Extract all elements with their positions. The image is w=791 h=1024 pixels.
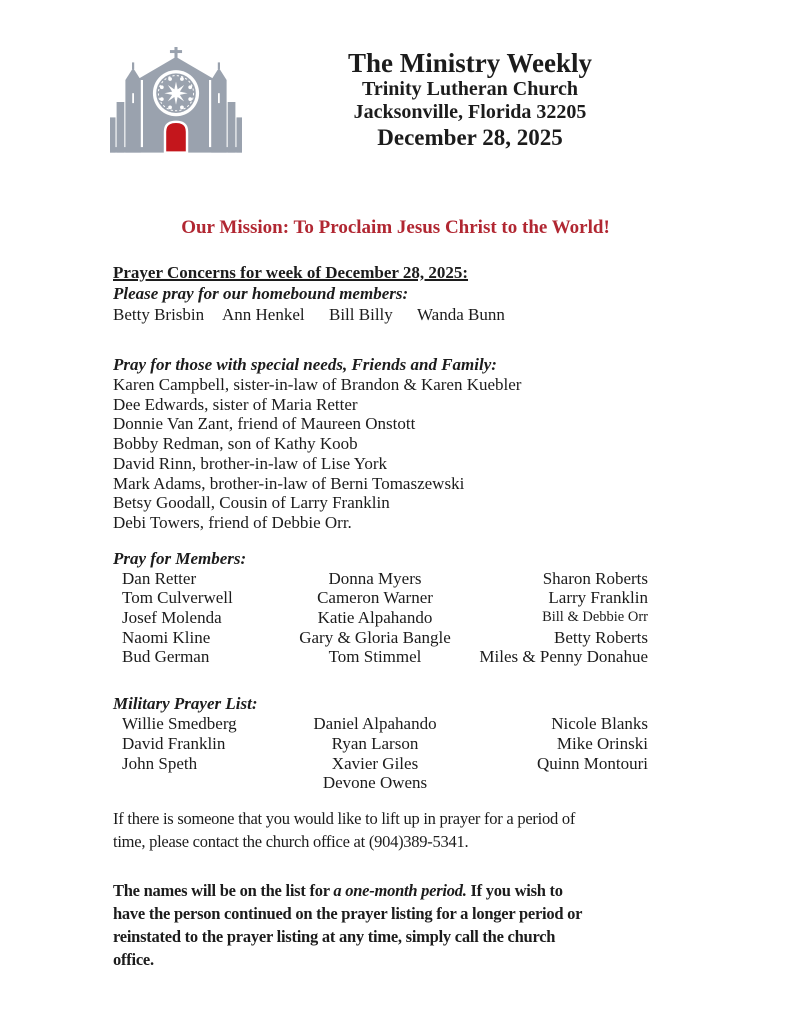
military-name: David Franklin	[122, 733, 226, 753]
homebound-name: Bill Billy	[329, 305, 393, 324]
military-name	[113, 773, 275, 793]
military-name	[475, 773, 648, 793]
contact-paragraph-line: time, please contact the church office at (904)389-5341.	[113, 831, 469, 851]
member-name: Dan Retter	[122, 568, 197, 588]
special-needs-entry: Debi Towers, friend of Debbie Orr.	[113, 512, 352, 532]
military-name: Quinn Montouri	[537, 753, 648, 773]
military-list	[113, 714, 648, 793]
special-needs-entry: Betsy Goodall, Cousin of Larry Franklin	[113, 493, 390, 513]
policy-paragraph	[113, 879, 673, 971]
member-name: Bud German	[122, 647, 210, 667]
military-name: Mike Orinski	[556, 733, 648, 753]
homebound-names-row	[113, 304, 673, 325]
special-needs-entry: Bobby Redman, son of Kathy Koob	[113, 434, 358, 454]
prayer-concerns-heading: Prayer Concerns for week of December 28, 2025:	[113, 263, 469, 282]
special-needs-section	[113, 354, 673, 533]
military-name: Willie Smedberg	[122, 714, 237, 734]
issue-date: December 28, 2025	[377, 125, 563, 150]
homebound-name: Ann Henkel	[222, 305, 305, 324]
members-list	[113, 569, 648, 668]
military-heading: Military Prayer List:	[113, 694, 258, 714]
members-heading: Pray for Members:	[113, 548, 247, 568]
military-name: Xavier Giles	[331, 753, 419, 773]
church-name: Trinity Lutheran Church	[362, 78, 578, 100]
member-name: Tom Stimmel	[328, 647, 422, 667]
special-needs-entry: Karen Campbell, sister-in-law of Brandon & Karen Kuebler	[113, 375, 522, 394]
policy-paragraph-line: have the person continued on the prayer listing for a longer period or	[113, 903, 583, 923]
special-needs-entry: Dee Edwards, sister of Maria Retter	[113, 394, 358, 414]
member-name: Tom Culverwell	[122, 588, 233, 608]
member-name: Katie Alpahando	[317, 608, 433, 628]
military-section	[113, 693, 673, 793]
masthead	[0, 46, 791, 160]
policy-emphasis: a one-month period.	[333, 880, 467, 900]
mission-statement: Our Mission: To Proclaim Jesus Christ to the World!	[181, 217, 610, 238]
rose-window	[153, 70, 199, 116]
masthead-text	[252, 46, 688, 160]
special-needs-entry: Donnie Van Zant, friend of Maureen Onstott	[113, 414, 416, 434]
member-name: Gary & Gloria Bangle	[299, 627, 451, 647]
homebound-name: Wanda Bunn	[417, 305, 505, 324]
church-logo	[110, 46, 242, 158]
content-column	[113, 262, 673, 971]
church-logo-graphic	[110, 46, 242, 158]
prayer-concerns-section	[113, 262, 673, 325]
policy-paragraph-line: office.	[113, 949, 154, 969]
special-needs-heading: Pray for those with special needs, Friends and Family:	[113, 355, 497, 374]
member-name: Bill & Debbie Orr	[542, 609, 648, 626]
policy-text: The names will be on the list for	[113, 880, 334, 900]
military-name: Devone Owens	[322, 773, 428, 793]
member-name: Larry Franklin	[548, 588, 648, 608]
members-section	[113, 548, 673, 668]
military-name: Daniel Alpahando	[313, 714, 437, 734]
policy-text: If you wish to	[466, 880, 563, 900]
policy-paragraph-line	[113, 879, 673, 902]
military-name: Nicole Blanks	[551, 714, 648, 734]
member-name: Miles & Penny Donahue	[479, 647, 648, 667]
military-name: John Speth	[122, 753, 198, 773]
policy-paragraph-line: reinstated to the prayer listing at any time, simply call the church	[113, 926, 556, 946]
member-name: Josef Molenda	[122, 608, 222, 628]
special-needs-entry: Mark Adams, brother-in-law of Berni Tomaszewski	[113, 473, 465, 493]
member-name: Naomi Kline	[122, 627, 211, 647]
military-name: Ryan Larson	[331, 733, 419, 753]
church-door	[165, 122, 187, 153]
contact-paragraph	[113, 807, 673, 853]
member-name: Donna Myers	[328, 568, 422, 588]
contact-paragraph-line: If there is someone that you would like to lift up in prayer for a period of	[113, 808, 576, 828]
church-address: Jacksonville, Florida 32205	[353, 101, 587, 123]
homebound-label: Please pray for our homebound members:	[113, 284, 409, 303]
member-name: Sharon Roberts	[542, 568, 648, 588]
member-name: Cameron Warner	[317, 588, 433, 608]
newsletter-title: The Ministry Weekly	[347, 48, 592, 78]
homebound-name: Betty Brisbin	[113, 305, 205, 324]
special-needs-entry: David Rinn, brother-in-law of Lise York	[113, 453, 387, 473]
member-name: Betty Roberts	[554, 627, 648, 647]
